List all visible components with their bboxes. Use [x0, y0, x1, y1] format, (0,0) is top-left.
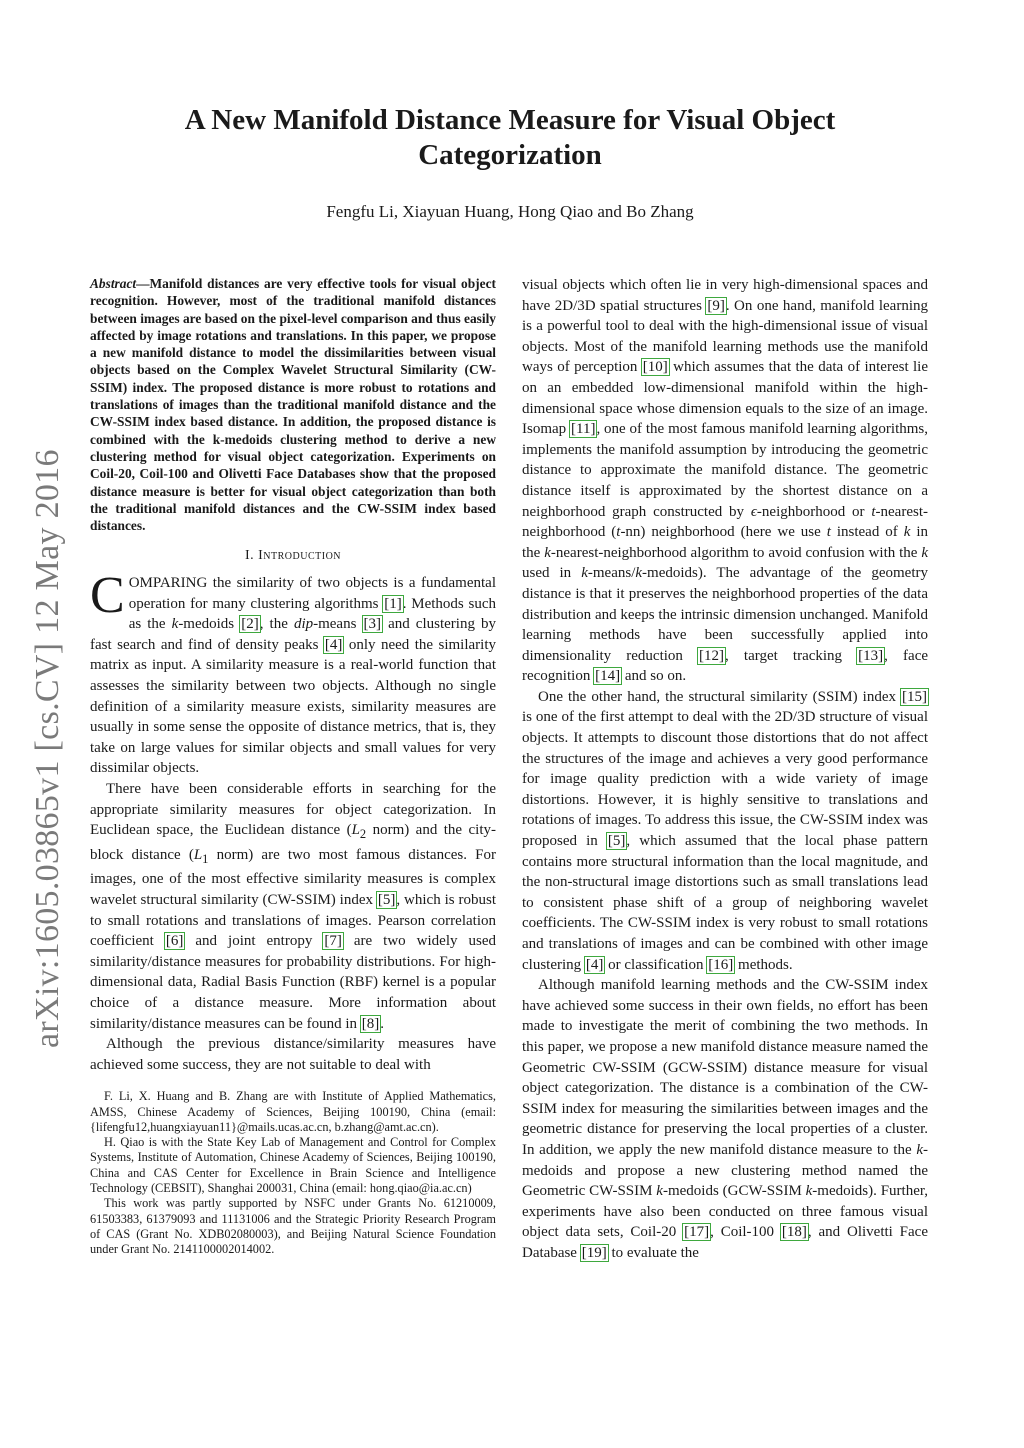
citation-link[interactable]: [6]	[165, 933, 184, 950]
text-run: -nn) neighborhood (here we use	[620, 524, 827, 541]
text-run: .	[380, 1015, 385, 1032]
math-subscript: 1	[202, 851, 209, 866]
math-symbol: k	[921, 544, 929, 561]
math-symbol: k	[635, 565, 643, 582]
text-run: norm) and the city-block distance (	[90, 822, 496, 863]
drop-cap: C	[90, 567, 125, 625]
text-run: -medoids). Further, experiments have also been conducted on three famous visual object data sets, Coil-20	[522, 1183, 928, 1241]
arxiv-identifier: arXiv:1605.03865v1 [cs.CV] 12 May 2016	[29, 449, 66, 1048]
right-paragraph-2	[522, 687, 928, 975]
text-run: in the	[522, 524, 928, 561]
citation-link[interactable]: [16]	[708, 956, 734, 973]
citation-link[interactable]: [9]	[707, 297, 725, 314]
intro-paragraph-2	[90, 779, 496, 1034]
citation-link[interactable]: [2]	[241, 616, 259, 633]
intro-paragraph-3: Although the previous distance/similarity measures have achieved some success, they are not suitable to deal with	[90, 1036, 496, 1073]
math-symbol: k	[916, 1141, 923, 1158]
citation-link[interactable]: [5]	[607, 833, 626, 850]
text-run: , which is robust to small rotations and translations of images. Pearson correlation coefficient	[90, 891, 496, 950]
text-run: which assumes that the data of interest lie on an embedded low-dimensional manifold within the high-dimensional space whose dimension equals to the size of an image. Isomap	[522, 359, 928, 438]
citation-link[interactable]: [4]	[324, 636, 343, 653]
intro-paragraph-1	[90, 567, 497, 779]
text-run: Although manifold learning methods and the CW-SSIM index have achieved some success in their own fields, no effort has been made to investigate the merit of combining the two methods. In this paper, we propose a new manifold distance measure named the Geometric CW-SSIM (GCW-SSIM) distance measure for visual object categorization. The distance is a combination of the CW-SSIM index for measuring the similarities between images and the geometric distance for preserving the local properties of a cluster. In addition, we apply the new manifold distance measure to the	[522, 977, 928, 1158]
citation-link[interactable]: [13]	[858, 647, 884, 664]
section-heading-introduction: I. Introduction	[244, 548, 342, 564]
math-symbol: t	[616, 524, 621, 541]
abstract-text: —Manifold distances are very effective tools for visual object recognition. However, most of the traditional manifold distances between images are based on the pixel-level comparison and thus easily affected by image rotations and translations. In this paper, we propose a new manifold distance to model the dissimilarities between visual objects based on the Complex Wavelet Structural Similarity (CW-SSIM) index. The proposed distance is more robust to rotations and translations of images than the traditional manifold distance and the CW-SSIM index based distance. In addition, the proposed distance is combined with the k-medoids clustering method to derive a new clustering method for visual object categorization. Experiments on Coil-20, Coil-100 and Olivetti Face Databases show that the proposed distance measure is better for visual object categorization than both the traditional manifold distances and the CW-SSIM index based distances.	[90, 276, 496, 534]
footnote-affiliation-2: H. Qiao is with the State Key Lab of Management and Control for Complex Systems, Institute of Automation, Chinese Academy of Sciences, Beijing 100190, China and CAS Center for Excellence in Brain Science and Intelligence Technology (CEBSIT), Shanghai 200031, China (email: hong.qiao@ia.ac.cn)	[90, 1135, 496, 1196]
citation-link[interactable]: [1]	[384, 595, 402, 612]
text-run: -medoids (GCW-SSIM	[662, 1183, 806, 1200]
text-run: , and Olivetti Face Database	[522, 1224, 928, 1261]
text-run: -nearest-neighborhood (	[522, 503, 928, 541]
text-run: , target tracking	[725, 647, 858, 664]
text-run: -medoids). The advantage of the geometry distance is that it preserves the neighborhood properties of the data distribution and keeps the intrinsic dimension unchanged. Manifold learning methods have been successfully applied into dimensionality reduction	[522, 565, 928, 664]
text-run: is one of the first attempt to deal with the 2D/3D structure of visual objects. It attempts to discount those distortions that do not affect the structures of the image and achieves a very good performance for image quality prediction with a wide variety of image distortions. However, it is highly sensitive to translations and rotations of images. To address this issue, the CW-SSIM index was proposed in	[522, 709, 928, 850]
math-symbol: L	[193, 846, 203, 863]
text-run: and joint entropy	[184, 933, 324, 950]
text-run: , the	[259, 616, 294, 633]
text-run: , Coil-100	[710, 1224, 781, 1241]
math-symbol: dip	[293, 616, 314, 633]
footnote-affiliation-1: F. Li, X. Huang and B. Zhang are with Institute of Applied Mathematics, AMSS, Chinese Academy of Sciences, Beijing 100190, China (email: {lifengfu12,huangxiayuan11}@mails.ucas.ac.cn, b.zhang@amt.ac.cn).	[90, 1089, 496, 1134]
text-run: visual objects which often lie in very high-dimensional spaces and have 2D/3D spatial structures	[522, 277, 928, 314]
text-run: or classification	[604, 956, 708, 973]
text-run: . On one hand, manifold learning is a powerful tool to deal with the high-dimensional issue of visual objects. Most of the manifold learning methods use the manifold ways of perception	[522, 297, 929, 376]
math-symbol: L	[351, 822, 360, 839]
citation-link[interactable]: [7]	[324, 933, 342, 950]
math-symbol: t	[826, 524, 831, 541]
right-paragraph-1	[522, 275, 928, 687]
math-symbol: k	[544, 544, 551, 561]
text-run: only need the similarity matrix as input. A similarity measure is a real-world function that assesses the similarity between two objects. Although no single definition of a similarity measure exists, similarity measures are usually in some sense the opposite of distance metrics, that is, they take on large values for similar objects and small values for very dissimilar objects.	[90, 636, 496, 777]
right-column	[522, 275, 928, 1264]
text-run: There have been considerable efforts in searching for the appropriate similarity measures for object categorization. In Euclidean space, the Euclidean distance (	[90, 780, 496, 839]
text-run: norm) are two most famous distances. For images, one of the most effective similarity measures is complex wavelet structural similarity (CW-SSIM) index	[90, 846, 497, 908]
citation-link[interactable]: [10]	[642, 359, 668, 376]
math-subscript: 2	[359, 827, 367, 842]
text-run: -means	[313, 616, 363, 633]
abstract	[90, 275, 496, 534]
citation-link[interactable]: [18]	[781, 1224, 807, 1241]
author-list: Fengfu Li, Xiayuan Huang, Hong Qiao and Bo Zhang	[326, 202, 694, 221]
text-run: , face recognition	[522, 647, 929, 685]
math-symbol: k	[656, 1183, 663, 1200]
math-symbol: t	[871, 503, 876, 520]
math-symbol: k	[581, 565, 588, 582]
footnote-funding: This work was partly supported by NSFC under Grants No. 61210009, 61503383, 61379093 and 11131006 and the Strategic Priority Research Program of CAS (Grant No. XDB02080003), and Beijing Natural Science Foundation under Grant No. 2141100002014002.	[90, 1196, 496, 1257]
text-run: -medoids and propose a new clustering method named the Geometric CW-SSIM	[522, 1141, 928, 1200]
text-run: methods.	[734, 956, 793, 973]
citation-link[interactable]: [3]	[363, 616, 381, 633]
text-run: , one of the most famous manifold learning algorithms, implements the manifold assumption by introducing the geometric distance to approximate the manifold distance. The geometric distance itself is approximated by the shortest distance on a neighborhood graph constructed by	[522, 421, 928, 520]
citation-link[interactable]: [4]	[585, 956, 604, 973]
text-run: -means/	[587, 565, 636, 582]
text-run: -medoids	[178, 616, 241, 633]
citation-link[interactable]: [19]	[581, 1244, 607, 1261]
text-run: . Methods such as the	[128, 595, 496, 633]
citation-link[interactable]: [12]	[699, 647, 725, 664]
left-column	[90, 275, 496, 1258]
citation-link[interactable]: [17]	[684, 1224, 710, 1241]
citation-link[interactable]: [5]	[377, 891, 396, 908]
text-run: , which assumed that the local phase pattern contains more structural information than the local magnitude, and the non-structural image distortions such as small translations lead to consistent phase shift of a group of neighboring wavelet coefficients. The CW-SSIM index is very robust to small rotations and translations of images and can be combined with other image clustering	[522, 833, 928, 973]
right-paragraph-3	[522, 975, 928, 1263]
math-symbol: ϵ	[750, 503, 757, 520]
citation-link[interactable]: [11]	[571, 421, 596, 438]
footnotes	[90, 1089, 496, 1257]
text-run: and so on.	[621, 668, 687, 685]
paper-title: A New Manifold Distance Measure for Visual Object Categorization	[184, 104, 836, 171]
text-run: are two widely used similarity/distance measures for probability distributions. For high-dimensional data, Radial Basis Function (RBF) kernel is a popular choice of a distance measure. More information about similarity/distance measures can be found in	[90, 933, 496, 1032]
text-run: and clustering by fast search and find of density peaks	[90, 616, 497, 653]
text-run: OMPARING the similarity of two objects is a fundamental operation for many clustering algorithms	[128, 575, 496, 612]
text-run: One the other hand, the structural similarity (SSIM) index	[538, 688, 901, 705]
math-symbol: k	[171, 616, 179, 633]
text-run: used in	[522, 565, 582, 582]
abstract-label: Abstract	[90, 276, 137, 291]
math-symbol: k	[903, 524, 911, 541]
text-run: -nearest-neighborhood algorithm to avoid confusion with the	[550, 544, 922, 561]
citation-link[interactable]: [15]	[902, 688, 927, 705]
text-run: to evaluate the	[607, 1244, 699, 1261]
math-symbol: k	[805, 1183, 813, 1200]
text-run: -neighborhood or	[756, 503, 872, 520]
text-run: instead of	[830, 524, 904, 541]
citation-link[interactable]: [14]	[595, 668, 621, 685]
citation-link[interactable]: [8]	[361, 1015, 380, 1032]
